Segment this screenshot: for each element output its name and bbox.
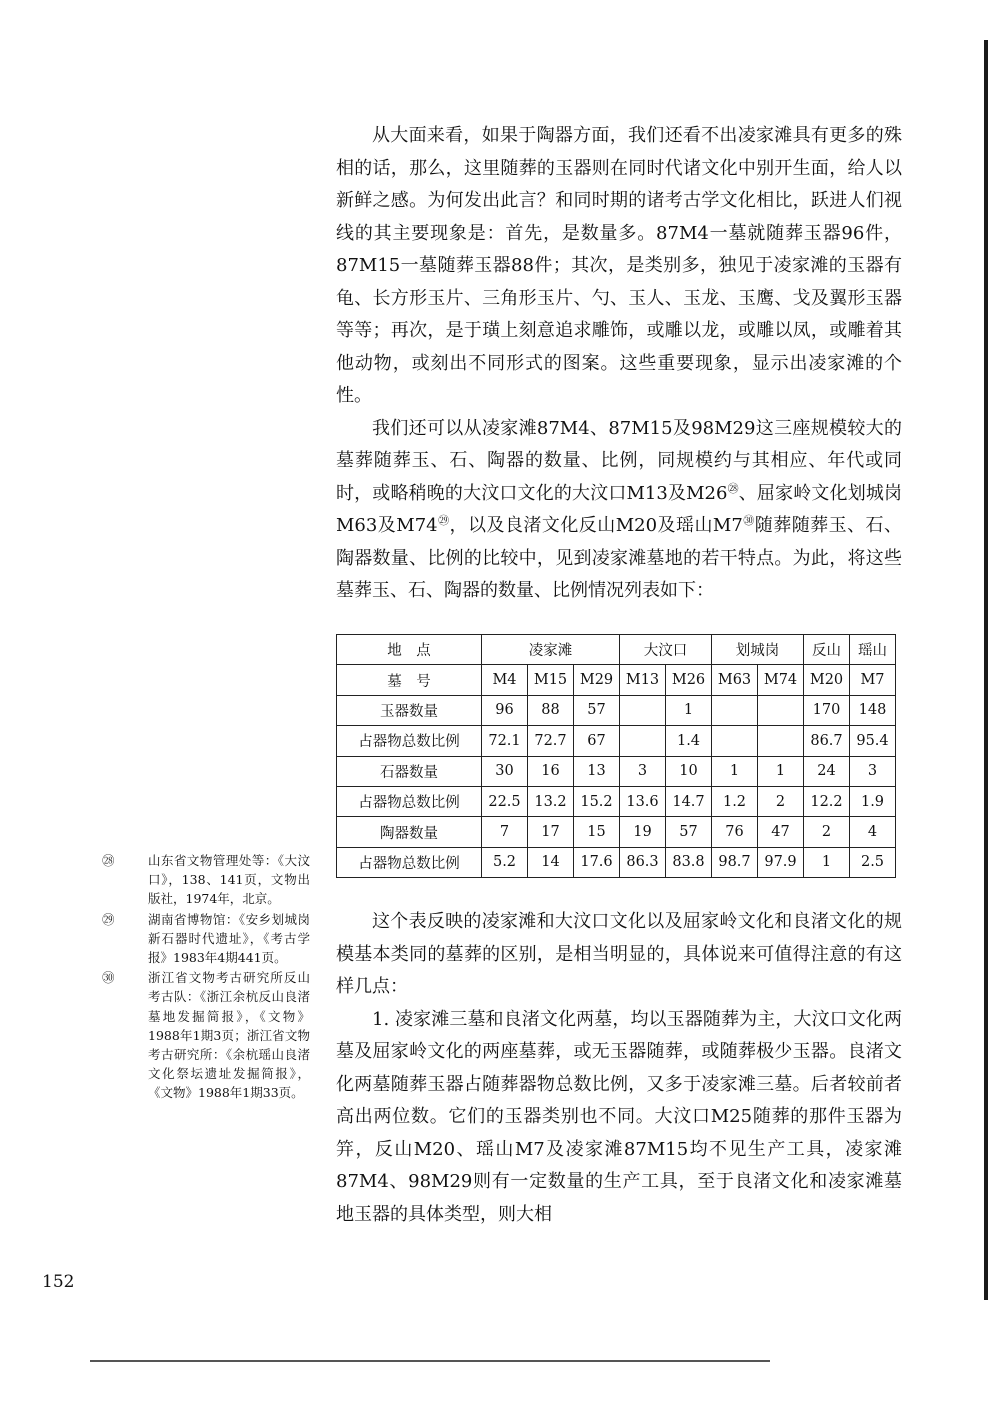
table-cell: 15 <box>574 817 620 847</box>
table-tomb-header: M15 <box>528 665 574 695</box>
table-cell: 12.2 <box>804 786 850 816</box>
table-row-label: 占器物总数比例 <box>337 847 482 877</box>
table-cell: 1 <box>804 847 850 877</box>
table-row <box>337 786 896 816</box>
table-cell: 67 <box>574 726 620 756</box>
table-cell <box>620 726 666 756</box>
table-site-header: 瑶山 <box>850 635 896 665</box>
table-row-label: 石器数量 <box>337 756 482 786</box>
table-cell: 19 <box>620 817 666 847</box>
table-label-tomb: 墓 号 <box>337 665 482 695</box>
table-row <box>337 756 896 786</box>
table-cell: 1.2 <box>712 786 758 816</box>
footnote-text: 浙江省文物考古研究所反山考古队：《浙江余杭反山良渚墓地发掘简报》，《文物》1988年1期3页；浙江省文物考古研究所：《余杭瑶山良渚文化祭坛遗址发掘简报》，《文物》1988年1期33页。 <box>148 970 310 1101</box>
footnote-text: 山东省文物管理处等：《大汶口》，138、141页，文物出版社，1974年，北京。 <box>148 853 310 907</box>
table-cell: 13.6 <box>620 786 666 816</box>
table-cell: 72.7 <box>528 726 574 756</box>
table-cell <box>758 695 804 725</box>
table-cell: 3 <box>620 756 666 786</box>
footnote-mark: ㉘ <box>102 853 115 868</box>
table-cell: 7 <box>482 817 528 847</box>
table-cell: 1 <box>712 756 758 786</box>
table-label-site: 地 点 <box>337 635 482 665</box>
table-cell: 15.2 <box>574 786 620 816</box>
table-cell: 88 <box>528 695 574 725</box>
footnote-28 <box>102 851 310 909</box>
table-cell: 72.1 <box>482 726 528 756</box>
table-header-sites <box>337 635 896 665</box>
table-row <box>337 817 896 847</box>
table-row-label: 玉器数量 <box>337 695 482 725</box>
table-site-header: 大汶口 <box>620 635 712 665</box>
table-cell: 83.8 <box>666 847 712 877</box>
table-cell: 47 <box>758 817 804 847</box>
paragraph-3: 这个表反映的凌家滩和大汶口文化以及屈家岭文化和良渚文化的规模基本类同的墓葬的区别，是相当明显的，具体说来可值得注意的有这样几点： <box>336 911 902 997</box>
comparison-table-wrapper <box>336 634 900 878</box>
table-cell: 4 <box>850 817 896 847</box>
comparison-table <box>336 634 896 878</box>
table-cell: 2 <box>758 786 804 816</box>
footnotes <box>102 851 310 1104</box>
page-number: 152 <box>42 1272 75 1292</box>
table-cell <box>620 695 666 725</box>
table-cell <box>712 695 758 725</box>
table-cell: 86.3 <box>620 847 666 877</box>
bottom-rule <box>90 1360 770 1362</box>
table-cell <box>758 726 804 756</box>
table-cell: 57 <box>574 695 620 725</box>
table-cell: 16 <box>528 756 574 786</box>
table-cell: 3 <box>850 756 896 786</box>
table-header-tombs <box>337 665 896 695</box>
table-cell: 86.7 <box>804 726 850 756</box>
table-cell: 97.9 <box>758 847 804 877</box>
table-row <box>337 847 896 877</box>
table-cell: 170 <box>804 695 850 725</box>
table-tomb-header: M26 <box>666 665 712 695</box>
table-site-header: 凌家滩 <box>482 635 620 665</box>
footnote-30 <box>102 968 310 1102</box>
table-tomb-header: M4 <box>482 665 528 695</box>
footnote-mark: ㉙ <box>102 911 115 927</box>
table-cell: 10 <box>666 756 712 786</box>
table-tomb-header: M20 <box>804 665 850 695</box>
table-cell: 148 <box>850 695 896 725</box>
table-cell: 13.2 <box>528 786 574 816</box>
table-cell: 98.7 <box>712 847 758 877</box>
table-tomb-header: M63 <box>712 665 758 695</box>
table-cell: 24 <box>804 756 850 786</box>
footnote-mark: ㉚ <box>102 970 115 986</box>
table-row-label: 陶器数量 <box>337 817 482 847</box>
table-cell: 5.2 <box>482 847 528 877</box>
footnote-text: 湖南省博物馆：《安乡划城岗新石器时代遗址》，《考古学报》1983年4期441页。 <box>148 911 310 966</box>
table-row-label: 占器物总数比例 <box>337 786 482 816</box>
table-cell <box>712 726 758 756</box>
table-cell: 22.5 <box>482 786 528 816</box>
paragraph-4: 1. 凌家滩三墓和良渚文化两墓，均以玉器随葬为主，大汶口文化两墓及屈家岭文化的两座墓葬，或无玉器随葬，或随葬极少玉器。良渚文化两墓随葬玉器占随葬器物总数比例，又多于凌家滩三墓。后者较前者高出两位数。它们的玉器类别也不同。大汶口M25随葬的那件玉器为笄，反山M20、瑶山M7及凌家滩87M15均不见生产工具，凌家滩87M4、98M29则有一定数量的生产工具，至于良渚文化和凌家滩墓地玉器的具体类型，则大相 <box>336 1008 902 1225</box>
table-cell: 2.5 <box>850 847 896 877</box>
main-text-before <box>336 120 902 608</box>
footnote-ref-29[interactable]: ㉙ <box>437 514 450 527</box>
table-cell: 95.4 <box>850 726 896 756</box>
footnote-ref-30[interactable]: ㉚ <box>742 514 755 527</box>
table-row <box>337 695 896 725</box>
table-cell: 57 <box>666 817 712 847</box>
table-cell: 17.6 <box>574 847 620 877</box>
table-cell: 2 <box>804 817 850 847</box>
table-cell: 14.7 <box>666 786 712 816</box>
table-cell: 1 <box>666 695 712 725</box>
table-tomb-header: M29 <box>574 665 620 695</box>
table-cell: 1.9 <box>850 786 896 816</box>
main-text-after <box>336 906 902 1231</box>
table-cell: 30 <box>482 756 528 786</box>
table-cell: 1.4 <box>666 726 712 756</box>
paragraph-2: 我们还可以从凌家滩87M4、87M15及98M29这三座规模较大的墓葬随葬玉、石、陶器的数量、比例，同规模约与其相应、年代或同时，或略稍晚的大汶口文化的大汶口M13及$M26^㉘$、屈家岭文化划城岗M63及$M74^㉙$，以及良渚文化反山M20及瑶山$M7^㉚$随葬随葬玉、石、陶器数量、比例的比较中，见到凌家滩墓地的若干特点。为此，将这些墓葬玉、石、陶器的数量、比例情况列表如下： <box>336 417 903 601</box>
table-tomb-header: M74 <box>758 665 804 695</box>
page-edge-shadow <box>984 40 988 1300</box>
table-cell: 96 <box>482 695 528 725</box>
footnote-ref-28[interactable]: ㉘ <box>727 481 739 495</box>
table-row-label: 占器物总数比例 <box>337 726 482 756</box>
table-cell: 17 <box>528 817 574 847</box>
footnote-29 <box>102 910 310 968</box>
paragraph-1: 从大面来看，如果于陶器方面，我们还看不出凌家滩具有更多的殊相的话，那么，这里随葬的玉器则在同时代诸文化中别开生面，给人以新鲜之感。为何发出此言？和同时期的诸考古学文化相比，跃进人们视线的其主要现象是：首先，是数量多。87M4一墓就随葬玉器96件，87M15一墓随葬玉器88件；其次，是类别多，独见于凌家滩的玉器有龟、长方形玉片、三角形玉片、勺、玉人、玉龙、玉鹰、戈及翼形玉器等等；再次，是于璜上刻意追求雕饰，或雕以龙，或雕以凤，或雕着其他动物，或刻出不同形式的图案。这些重要现象，显示出凌家滩的个性。 <box>336 125 902 406</box>
table-cell: 1 <box>758 756 804 786</box>
table-cell: 76 <box>712 817 758 847</box>
table-site-header: 反山 <box>804 635 850 665</box>
table-cell: 14 <box>528 847 574 877</box>
table-tomb-header: M13 <box>620 665 666 695</box>
table-tomb-header: M7 <box>850 665 896 695</box>
table-row <box>337 726 896 756</box>
table-cell: 13 <box>574 756 620 786</box>
table-site-header: 划城岗 <box>712 635 804 665</box>
